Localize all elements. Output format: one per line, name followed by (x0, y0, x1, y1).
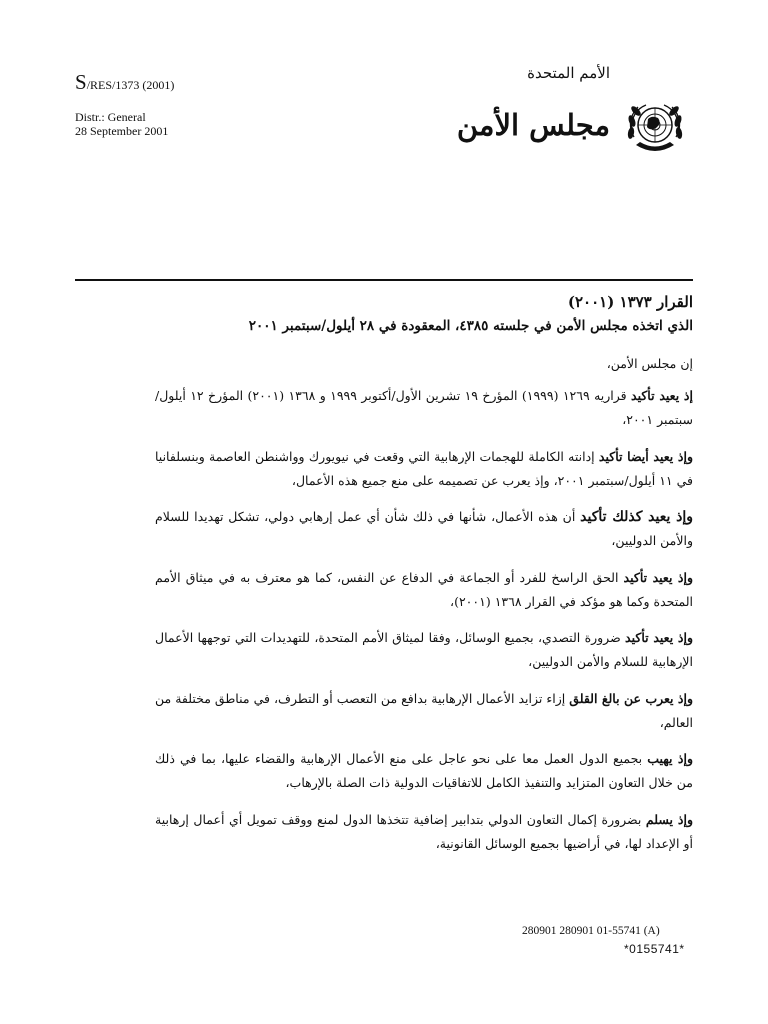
paragraph-text: الحق الراسخ للفرد أو الجماعة في الدفاع عن النفس، كما هو معترف به في ميثاق الأمم المتحدة وكما هو مؤكد في القرار ١٣٦٨ (٢٠٠١)، (155, 569, 693, 609)
document-date: 28 September 2001 (75, 124, 169, 138)
symbol-number: /RES/1373 (2001) (86, 78, 175, 92)
header-rule (75, 279, 693, 281)
resolution-body (155, 290, 693, 868)
symbol-initial: S (75, 70, 87, 94)
resolution-subtitle: الذي اتخذه مجلس الأمن في جلسته ٤٣٨٥، المعقودة في ٢٨ أيلول/سبتمبر ٢٠٠١ (248, 318, 693, 334)
distribution-block (75, 110, 168, 138)
barcode-text: *0155741* (624, 942, 685, 956)
preamble-paragraph (155, 566, 693, 614)
preamble-paragraph (155, 505, 693, 553)
paragraph-text: قراريه ١٢٦٩ (١٩٩٩) المؤرخ ١٩ تشرين الأول/أكتوبر ١٩٩٩ و ١٣٦٨ (٢٠٠١) المؤرخ ١٢ أيلول/سبتمبر ٢٠٠١، (155, 388, 693, 427)
paragraph-text: ضرورة التصدي، بجميع الوسائل، وفقا لميثاق الأمم المتحدة، للتهديدات التي توجهها الأعمال الإرهابية للسلام والأمن الدوليين، (155, 630, 693, 669)
preamble-intro: إن مجلس الأمن، (606, 356, 693, 371)
preamble-paragraph (155, 687, 693, 735)
paragraph-lead: وإذ يعيد أيضا تأكيد (598, 448, 693, 464)
document-codes: 280901 280901 01-55741 (A) (522, 925, 660, 937)
document-symbol (75, 70, 174, 95)
paragraph-lead: وإذ يسلم (645, 811, 694, 827)
paragraph-lead: وإذ يعيد تأكيد (625, 630, 693, 645)
un-emblem-icon (622, 101, 688, 157)
preamble-paragraph (155, 626, 693, 674)
preamble-paragraph (155, 384, 693, 432)
council-name: مجلس الأمن (456, 108, 610, 142)
resolution-title: القرار ١٣٧٣ (٢٠٠١) (567, 293, 693, 311)
paragraph-lead: وإذ يعرب عن بالغ القلق (569, 690, 693, 706)
preamble-paragraph (155, 808, 693, 856)
preamble-paragraph (155, 747, 693, 795)
paragraph-text: إزاء تزايد الأعمال الإرهابية بدافع من التعصب أو التطرف، في مناطق مختلفة من العالم، (155, 690, 693, 730)
distribution-label: Distr.: General (75, 110, 146, 124)
paragraph-text: بضرورة إكمال التعاون الدولي بتدابير إضافية تتخذها الدول لمنع ووقف تمويل أي أعمال إرهابية أو الإعداد لها، في أراضيها بجميع الوسائل القانونية، (155, 811, 693, 851)
paragraph-lead: وإذ يعيد كذلك تأكيد (580, 509, 693, 525)
paragraph-lead: وإذ يعيد تأكيد (623, 569, 693, 585)
paragraph-text: إدانته الكاملة للهجمات الإرهابية التي وقعت في نيويورك وواشنطن العاصمة وبنسلفانيا في ١١ أيلول/سبتمبر ٢٠٠١، وإذ يعرب عن تصميمه على منع جميع هذه الأعمال، (155, 448, 693, 488)
preamble-paragraph (155, 445, 693, 493)
paragraph-text: أن هذه الأعمال، شأنها في ذلك شأن أي عمل إرهابي دولي، تشكل تهديدا للسلام والأمن الدوليين، (155, 509, 693, 548)
paragraph-text: بجميع الدول العمل معا على نحو عاجل على منع الأعمال الإرهابية والقضاء عليها، بما في ذلك من خلال التعاون المتزايد والتنفيذ الكامل للاتفاقيات الدولية ذات الصلة بالإرهاب، (155, 751, 693, 790)
paragraph-lead: إذ يعيد تأكيد (631, 388, 693, 403)
paragraph-lead: وإذ يهيب (647, 751, 693, 766)
un-name: الأمم المتحدة (527, 64, 610, 82)
